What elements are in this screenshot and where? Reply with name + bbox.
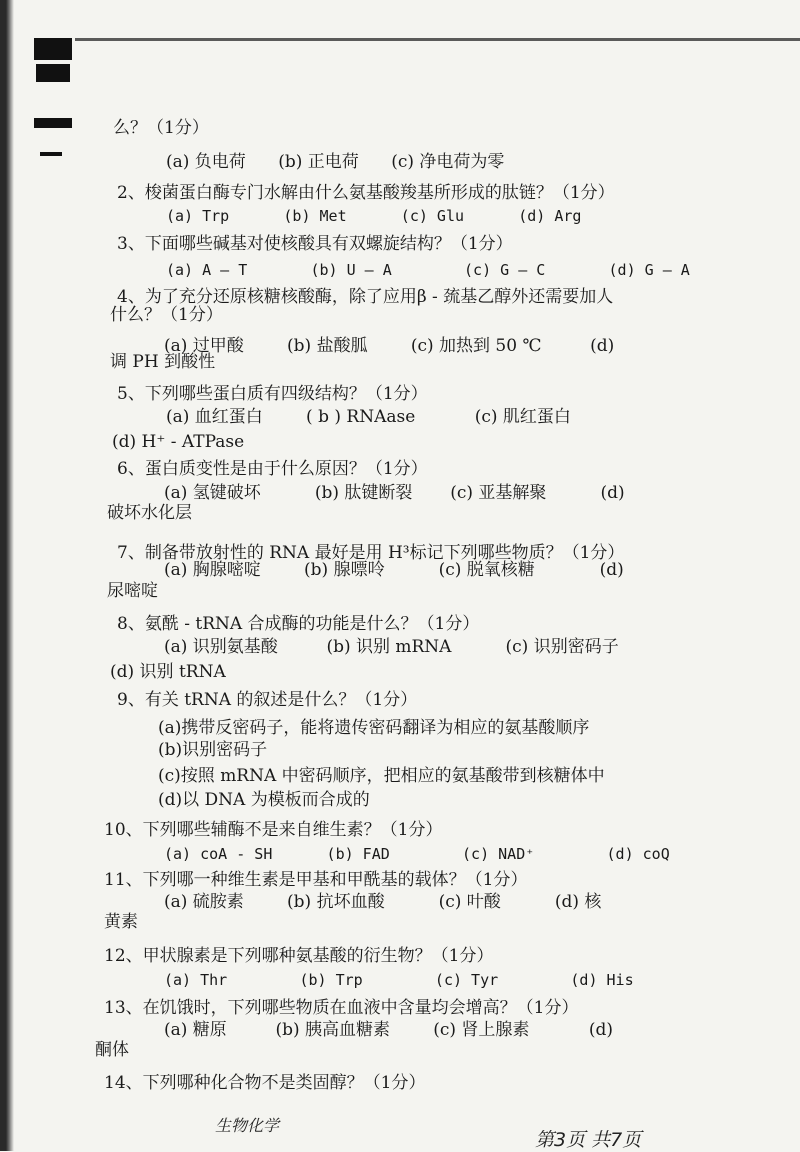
question-line: 黄素 [104,912,138,932]
question-line: (d) H⁺ - ATPase [112,432,245,452]
question-line: (a) Thr (b) Trp (c) Tyr (d) His [164,971,634,989]
handwritten-subject: 生物化学 [215,1116,280,1135]
question-line: 调 PH 到酸性 [110,352,216,372]
question-line: 么？（1分） [113,118,209,138]
question-line: (c)按照 mRNA 中密码顺序，把相应的氨基酸带到核糖体中 [158,766,605,786]
question-line: 9、有关 tRNA 的叙述是什么？（1分） [117,690,418,710]
question-line: (d) 识别 tRNA [110,662,226,682]
question-line: (a) Trp (b) Met (c) Glu (d) Arg [166,207,582,225]
question-line: 3、下面哪些碱基对使核酸具有双螺旋结构？（1分） [117,234,513,254]
question-line: 12、甲状腺素是下列哪种氨基酸的衍生物？（1分） [104,946,494,966]
question-line: (a) 胸腺嘧啶 (b) 腺嘌呤 (c) 脱氧核糖 (d) [164,560,624,580]
question-line: 8、氨酰 - tRNA 合成酶的功能是什么？（1分） [117,614,480,634]
question-line: (b)识别密码子 [158,740,268,760]
question-line: (a) 硫胺素 (b) 抗坏血酸 (c) 叶酸 (d) 核 [164,892,602,912]
binding-edge [0,0,14,1151]
question-line: 6、蛋白质变性是由于什么原因？（1分） [117,459,428,479]
question-line: 4、为了充分还原核糖核酸酶，除了应用β - 巯基乙醇外还需要加人 [117,287,614,307]
question-line: (a) 负电荷 (b) 正电荷 (c) 净电荷为零 [166,152,505,172]
question-line: 10、下列哪些辅酶不是来自维生素？（1分） [104,820,443,840]
question-line: 2、梭菌蛋白酶专门水解由什么氨基酸羧基所形成的肽链？（1分） [117,183,615,203]
question-line: (a) 血红蛋白 ( b ) RNAase (c) 肌红蛋白 [166,407,571,427]
ink-blot [40,152,62,156]
question-line: (a) coA - SH (b) FAD (c) NAD⁺ (d) coQ [164,845,670,863]
question-line: (a) 识别氨基酸 (b) 识别 mRNA (c) 识别密码子 [164,637,619,657]
question-line: 14、下列哪种化合物不是类固醇？（1分） [104,1073,426,1093]
question-line: (a)携带反密码子，能将遗传密码翻译为相应的氨基酸顺序 [158,718,590,738]
question-line: 13、在饥饿时，下列哪些物质在血液中含量均会增高？（1分） [104,998,579,1018]
question-line: 酮体 [95,1040,129,1060]
question-line: 7、制备带放射性的 RNA 最好是用 H³标记下列哪些物质？（1分） [117,543,625,563]
question-line: (a) 糖原 (b) 胰高血糖素 (c) 肾上腺素 (d) [164,1020,613,1040]
question-line: (a) 氢键破坏 (b) 肽键断裂 (c) 亚基解聚 (d) [164,483,625,503]
handwritten-page-info: 第3页 共7页 [535,1129,642,1151]
question-line: 什么？（1分） [110,305,223,325]
ink-blot [34,38,72,60]
question-line: 破坏水化层 [107,503,192,523]
question-line: (d)以 DNA 为模板而合成的 [158,790,370,810]
ink-blot [34,118,72,128]
ink-blot [36,64,70,82]
question-line: 11、下列哪一种维生素是甲基和甲酰基的载体？（1分） [104,870,528,890]
question-line: (a) 过甲酸 (b) 盐酸胍 (c) 加热到 50 ℃ (d) [164,336,615,356]
question-line: 尿嘧啶 [107,581,158,601]
question-line: (a) A — T (b) U — A (c) G — C (d) G — A [166,261,690,279]
top-rule [75,38,800,41]
question-line: 5、下列哪些蛋白质有四级结构？（1分） [117,384,428,404]
